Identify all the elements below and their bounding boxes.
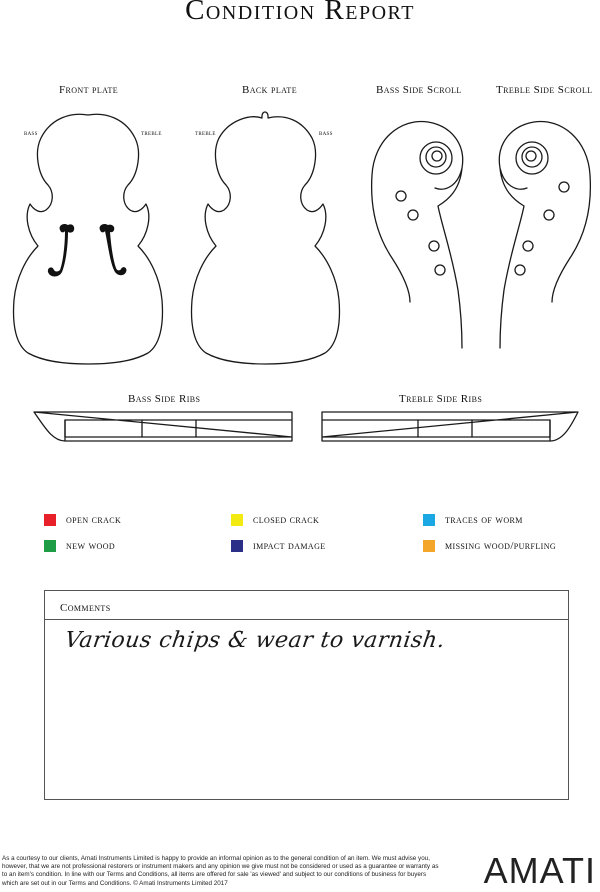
comments-box [44, 590, 569, 800]
legend-label: closed crack [253, 514, 320, 526]
f-hole-left [48, 224, 74, 277]
legend-item-impact-damage [231, 540, 326, 552]
treble-ribs-outline [322, 412, 578, 441]
bass-ribs-outline [34, 412, 292, 441]
label-treble-side-scroll: Treble Side Scroll [496, 84, 593, 96]
legend-swatch [44, 514, 56, 526]
label-back-treble: treble [195, 129, 216, 137]
legend-item-missing-wood [423, 540, 556, 552]
legend-label: open crack [66, 514, 122, 526]
f-hole-right [100, 224, 127, 275]
legend-item-open-crack [44, 514, 121, 526]
label-front-bass: bass [24, 129, 38, 137]
legend-swatch [231, 540, 243, 552]
bass-scroll-outline [372, 122, 463, 348]
label-treble-side-ribs: Treble Side Ribs [399, 393, 483, 405]
label-back-bass: bass [319, 129, 333, 137]
legend-swatch [423, 514, 435, 526]
comments-heading: Comments [60, 602, 111, 614]
legend-item-new-wood [44, 540, 115, 552]
legend-item-closed-crack [231, 514, 319, 526]
back-plate-outline [192, 112, 340, 364]
label-bass-side-scroll: Bass Side Scroll [376, 84, 462, 96]
brand-logo: AMATI [483, 850, 596, 891]
page-title: Condition Report [185, 0, 415, 26]
legend-label: impact damage [253, 540, 326, 552]
label-front-treble: treble [141, 129, 162, 137]
comments-header [45, 591, 568, 620]
legend-label: traces of worm [445, 514, 523, 526]
legend-swatch [44, 540, 56, 552]
comments-text: Various chips & wear to varnish. [63, 628, 447, 653]
label-front-plate: Front plate [59, 84, 119, 96]
label-back-plate: Back plate [242, 84, 297, 96]
treble-scroll-outline [499, 122, 590, 348]
legend-item-traces-of-worm [423, 514, 523, 526]
legend-swatch [423, 540, 435, 552]
label-bass-side-ribs: Bass Side Ribs [128, 393, 201, 405]
footer-disclaimer: As a courtesy to our clients, Amati Instruments Limited is happy to provide an informal opinion as to the general condition of an item. We must advise you, however, that we are not professional restorers or instrument makers and any opinion we give must not be considered or used as a guarantee or warranty as to an item's condition. In line with our Terms and Conditions, all items are offered for sale 'as viewed' and subject to our conditions of business for buyers which are set out in our Terms and Conditions. © Amati Instruments Limited 2017 [2, 855, 439, 887]
legend-label: missing wood/purfling [445, 540, 557, 552]
front-plate-outline [14, 114, 163, 364]
legend-label: new wood [66, 540, 116, 552]
legend-swatch [231, 514, 243, 526]
